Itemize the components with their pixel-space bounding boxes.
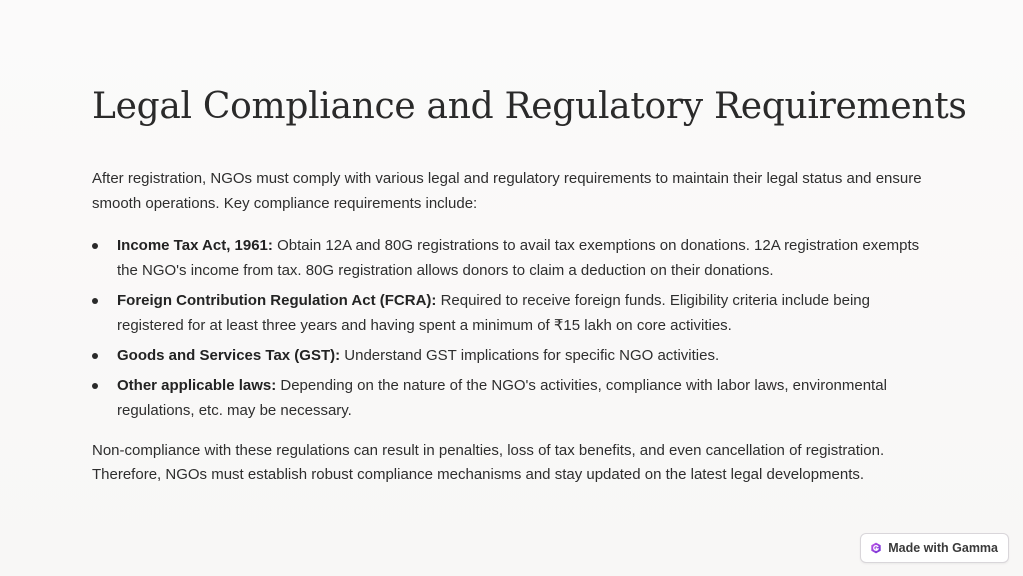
closing-paragraph: Non-compliance with these regulations can result in penalties, loss of tax benefits, and even cancellation of registration. Therefore, NGOs must establish robust compliance mechanisms and stay updated on the latest legal developments. bbox=[92, 442, 885, 483]
gamma-logo-icon bbox=[870, 542, 882, 554]
bullet-icon bbox=[92, 243, 98, 249]
bullet-text: Depending on the nature of the NGO's activities, compliance with labor laws, environmental regulations, etc. may be necessary. bbox=[117, 377, 887, 419]
bullet-text: Understand GST implications for specific NGO activities. bbox=[340, 347, 720, 364]
badge-label: Made with Gamma bbox=[888, 541, 998, 555]
list-item bbox=[92, 288, 928, 338]
list-item bbox=[92, 373, 928, 423]
slide-title: Legal Compliance and Regulatory Requirements bbox=[92, 86, 967, 127]
bullet-icon bbox=[92, 298, 98, 304]
bullet-term: Goods and Services Tax (GST): bbox=[117, 347, 341, 364]
bullet-text: Obtain 12A and 80G registrations to avail tax exemptions on donations. 12A registration exempts the NGO's income from tax. 80G registration allows donors to claim a deduction on their donations. bbox=[117, 237, 920, 279]
bullet-icon bbox=[92, 353, 98, 359]
bullet-term: Income Tax Act, 1961: bbox=[117, 237, 273, 254]
compliance-list bbox=[92, 233, 928, 428]
bullet-icon bbox=[92, 383, 98, 389]
bullet-term: Other applicable laws: bbox=[117, 377, 277, 394]
list-item bbox=[92, 343, 928, 368]
bullet-text: Required to receive foreign funds. Eligibility criteria include being registered for at least three years and having spent a minimum of ₹15 lakh on core activities. bbox=[117, 292, 870, 334]
list-item bbox=[92, 233, 928, 283]
made-with-gamma-button[interactable] bbox=[860, 533, 1009, 563]
intro-paragraph: After registration, NGOs must comply with various legal and regulatory requirements to maintain their legal status and ensure smooth operations. Key compliance requirements include: bbox=[92, 170, 922, 212]
bullet-term: Foreign Contribution Regulation Act (FCRA): bbox=[117, 292, 437, 309]
